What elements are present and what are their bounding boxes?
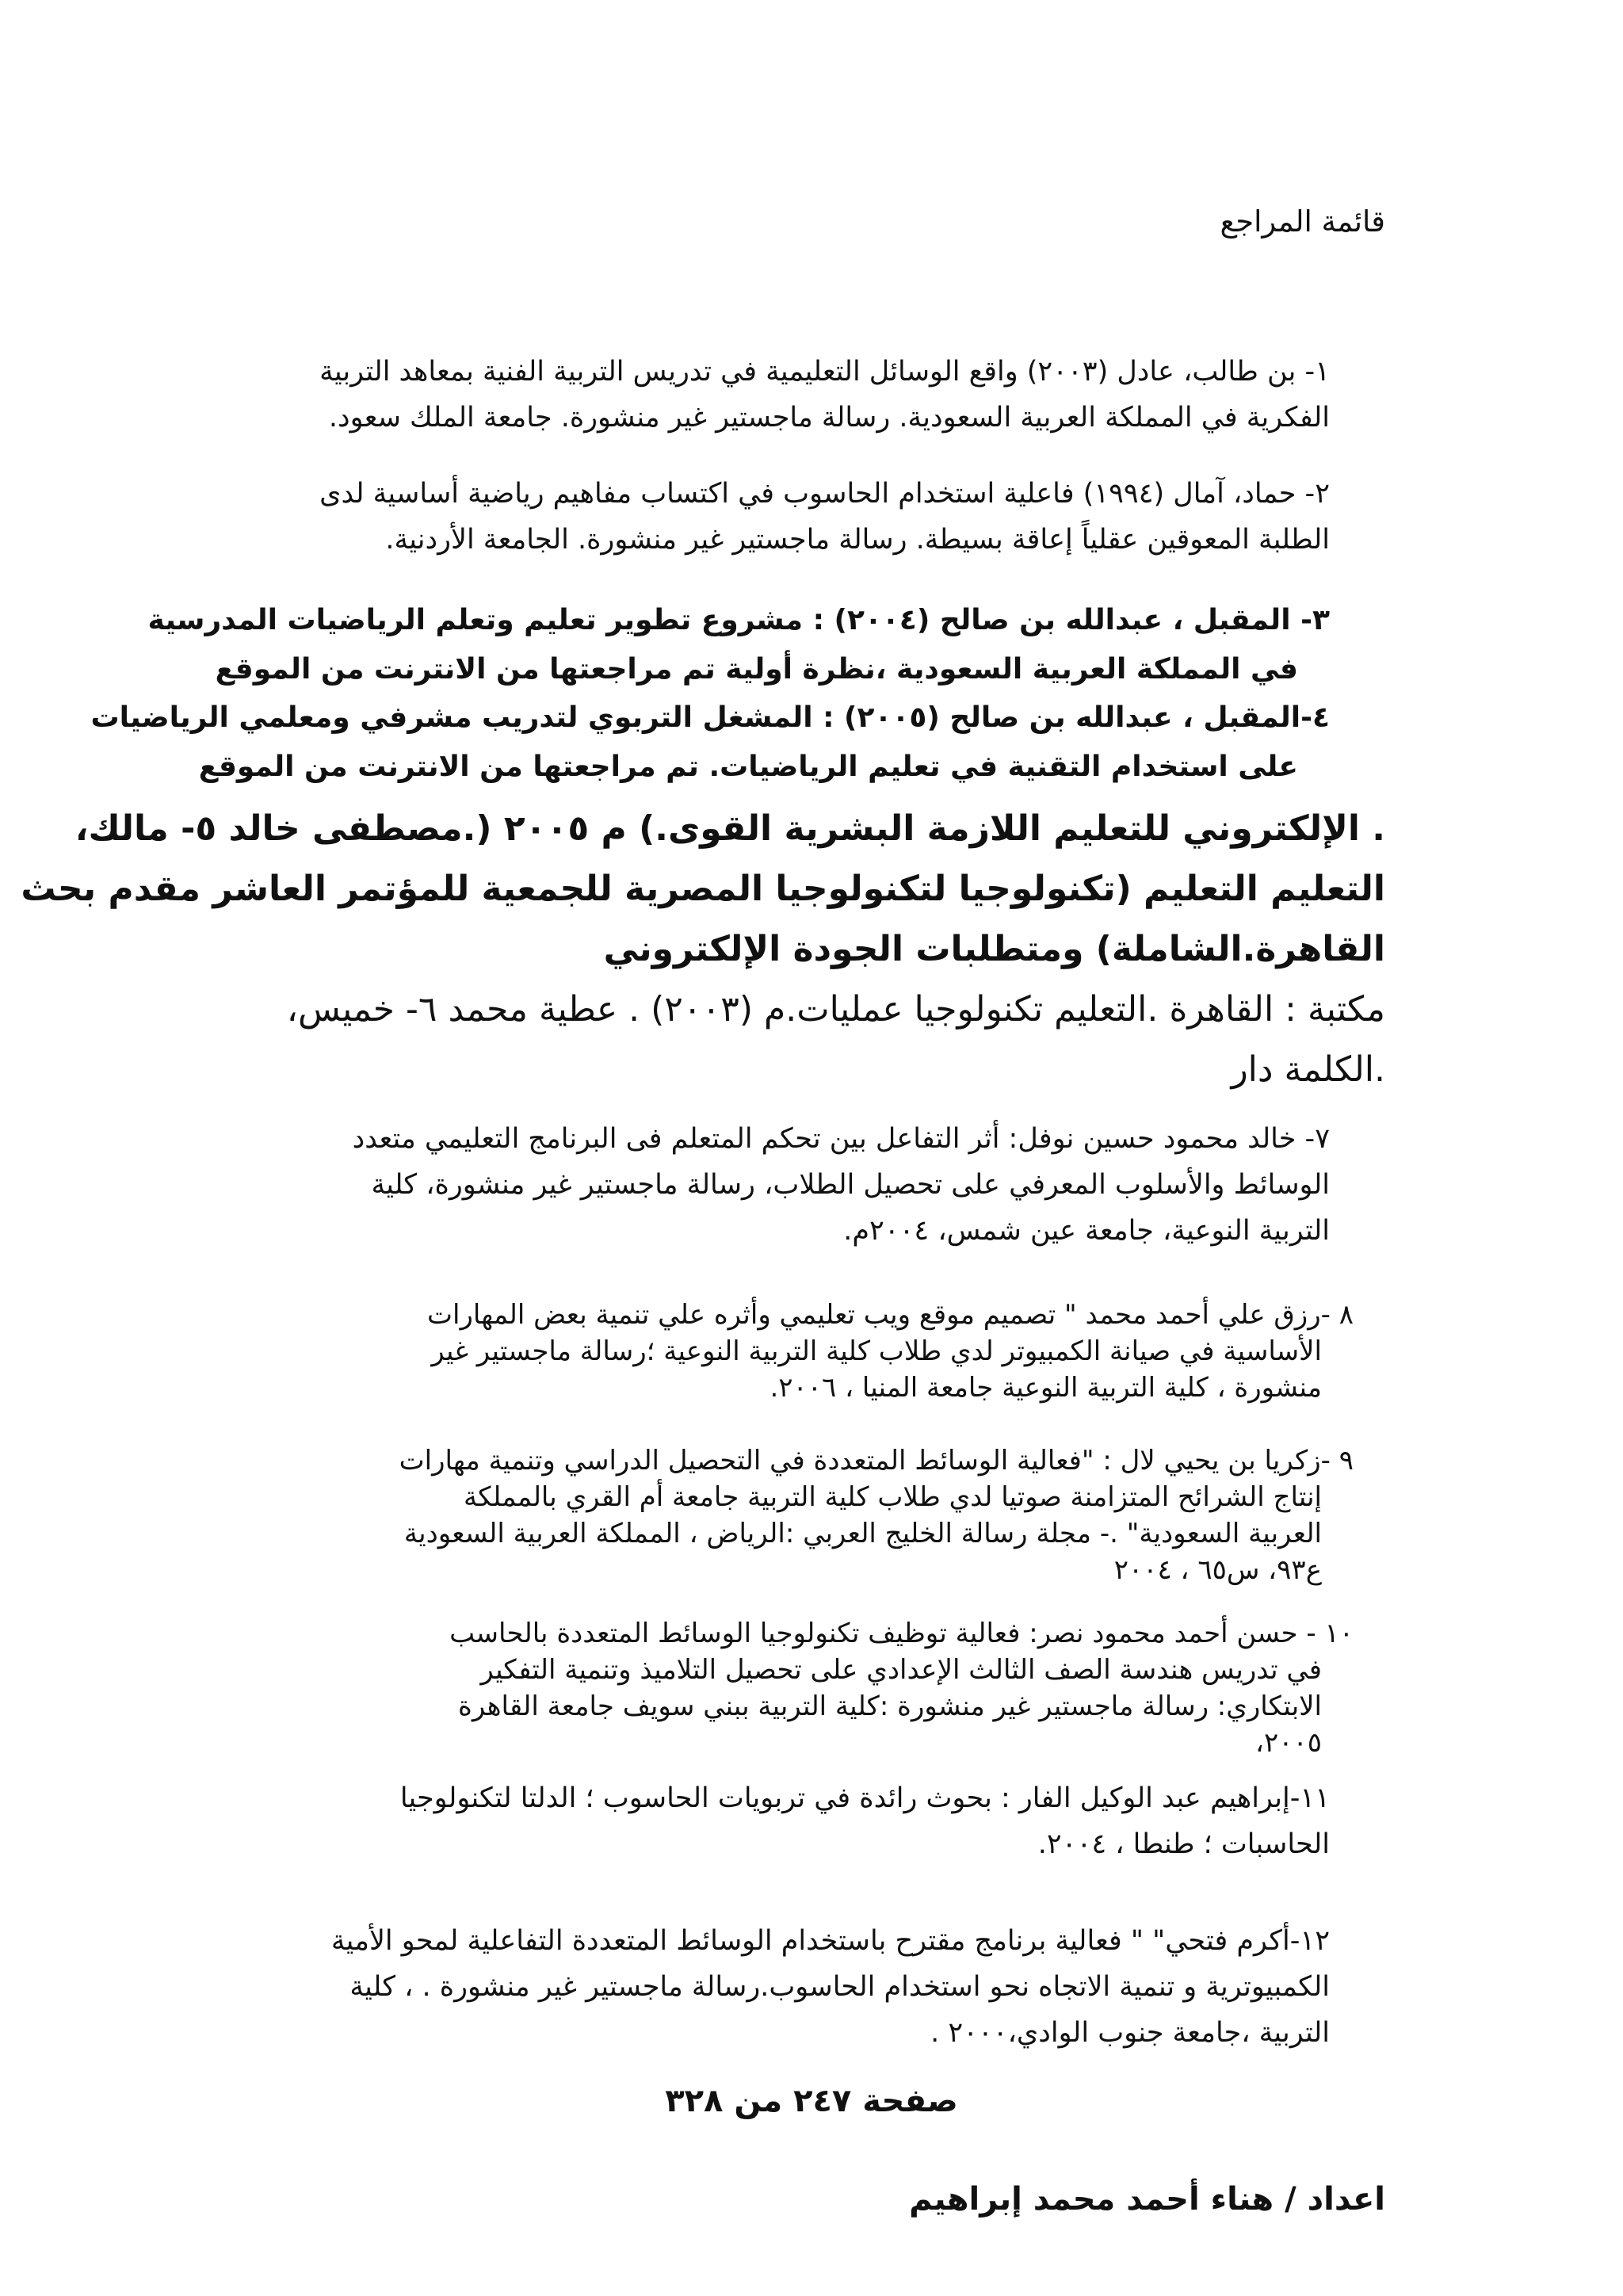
reference-6 [197, 980, 1385, 1100]
reference-12 [236, 1918, 1330, 2056]
reference-9-line-4: ع٩٣، س٦٥ ، ٢٠٠٤ [1113, 1554, 1322, 1586]
reference-8-line-3: منشورة ، كلية التربية النوعية جامعة المنيا ، ٢٠٠٦. [769, 1372, 1322, 1404]
page-title: قائمة المراجع [1220, 204, 1385, 239]
reference-4-line-2: على استخدام التقنية في تعليم الرياضيات. تم مراجعتها من الانترنت من الموقع [198, 751, 1298, 783]
reference-1-line-2: الفكرية في المملكة العربية السعودية. رسالة ماجستير غير منشورة. جامعة الملك سعود. [328, 402, 1330, 434]
reference-2 [236, 471, 1330, 563]
reference-5-line-1: . الإلكتروني للتعليم اللازمة البشرية القوى.) م ٢٠٠٥ (.مصطفى خالد ٥- مالك، [74, 808, 1385, 849]
reference-7-line-1: ٧- خالد محمود حسين نوفل: أثر التفاعل بين تحكم المتعلم فى البرنامج التعليمي متعدد [352, 1123, 1330, 1155]
reference-8-line-2: الأساسية في صيانة الكمبيوتر لدي طلاب كلية التربية النوعية ؛رسالة ماجستير غير [431, 1335, 1322, 1367]
reference-7-line-2: الوسائط والأسلوب المعرفي على تحصيل الطلاب، رسالة ماجستير غير منشورة، كلية [371, 1169, 1330, 1201]
reference-8 [236, 1297, 1354, 1406]
reference-3-line-1: ٣- المقبل ، عبدالله بن صالح (٢٠٠٤) : مشروع تطوير تعليم وتعلم الرياضيات المدرسية [147, 604, 1330, 636]
reference-10-line-2: في تدريس هندسة الصف الثالث الإعدادي على تحصيل التلاميذ وتنمية التفكير [480, 1654, 1322, 1686]
author-credit: اعداد / هناء أحمد محمد إبراهيم [909, 2181, 1385, 2218]
reference-9 [236, 1442, 1354, 1588]
reference-7 [236, 1116, 1330, 1254]
reference-4 [90, 693, 1330, 792]
reference-9-line-3: العربية السعودية" .- مجلة رسالة الخليج العربي :الرياض ، المملكة العربية السعودية [403, 1518, 1322, 1549]
reference-5-line-2: التعليم التعليم (تكنولوجيا لتكنولوجيا المصرية للجمعية للمؤتمر العاشر مقدم بحث [21, 869, 1385, 909]
reference-10-line-4: ٢٠٠٥، [1254, 1727, 1322, 1759]
reference-2-line-2: الطلبة المعوقين عقلياً إعاقة بسيطة. رسالة ماجستير غير منشورة. الجامعة الأردنية. [385, 524, 1330, 556]
reference-12-line-2: الكمبيوترية و تنمية الاتجاه نحو استخدام الحاسوب.رسالة ماجستير غير منشورة . ، كلية [349, 1971, 1330, 2003]
reference-12-line-1: ١٢-أكرم فتحي" " فعالية برنامج مقترح باستخدام الوسائط المتعددة التفاعلية لمحو الأمية [330, 1925, 1330, 1957]
reference-10-line-3: الابتكاري: رسالة ماجستير غير منشورة :كلية التربية ببني سويف جامعة القاهرة [458, 1690, 1322, 1722]
reference-8-line-1: ٨ -رزق علي أحمد محمد " تصميم موقع ويب تعليمي وأثره علي تنمية بعض المهارات [426, 1299, 1354, 1331]
reference-10 [236, 1615, 1354, 1761]
reference-2-line-1: ٢- حماد، آمال (١٩٩٤) فاعلية استخدام الحاسوب في اكتساب مفاهيم رياضية أساسية لدى [319, 478, 1330, 510]
reference-5 [21, 799, 1385, 980]
reference-4-line-1: ٤-المقبل ، عبدالله بن صالح (٢٠٠٥) : المشغل التربوي لتدريب مشرفي ومعلمي الرياضيات [90, 701, 1330, 734]
reference-5-line-3: القاهرة.الشاملة) ومتطلبات الجودة الإلكتروني [603, 929, 1385, 969]
reference-9-line-2: إنتاج الشرائح المتزامنة صوتيا لدي طلاب كلية التربية جامعة أم القري بالمملكة [464, 1481, 1322, 1513]
reference-10-line-1: ١٠ - حسن أحمد محمود نصر: فعالية توظيف تكنولوجيا الوسائط المتعددة بالحاسب [449, 1618, 1354, 1649]
reference-1 [236, 349, 1330, 441]
reference-11 [236, 1775, 1330, 1867]
reference-3 [147, 596, 1330, 694]
reference-9-line-1: ٩ -زكريا بن يحيي لال : "فعالية الوسائط المتعددة في التحصيل الدراسي وتنمية مهارات [399, 1445, 1354, 1477]
reference-3-line-2: في المملكة العربية السعودية ،نظرة أولية تم مراجعتها من الانترنت من الموقع [215, 653, 1298, 686]
reference-6-line-1: مكتبة : القاهرة .التعليم تكنولوجيا عمليات.م (٢٠٠٣) . عطية محمد ٦- خميس، [286, 989, 1385, 1030]
reference-11-line-2: الحاسبات ؛ طنطا ، ٢٠٠٤. [1037, 1828, 1330, 1860]
reference-12-line-3: التربية ،جامعة جنوب الوادي،٢٠٠٠ . [930, 2017, 1330, 2049]
reference-7-line-3: التربية النوعية، جامعة عين شمس، ٢٠٠٤م. [843, 1215, 1330, 1247]
reference-6-line-2: .الكلمة دار [1231, 1049, 1385, 1090]
reference-11-line-1: ١١-إبراهيم عبد الوكيل الفار : بحوث رائدة في تربويات الحاسوب ؛ الدلتا لتكنولوجيا [399, 1782, 1330, 1814]
reference-1-line-1: ١- بن طالب، عادل (٢٠٠٣) واقع الوسائل التعليمية في تدريس التربية الفنية بمعاهد التربية [319, 356, 1330, 388]
page-number: صفحة ٢٤٧ من ٣٢٨ [665, 2083, 958, 2119]
